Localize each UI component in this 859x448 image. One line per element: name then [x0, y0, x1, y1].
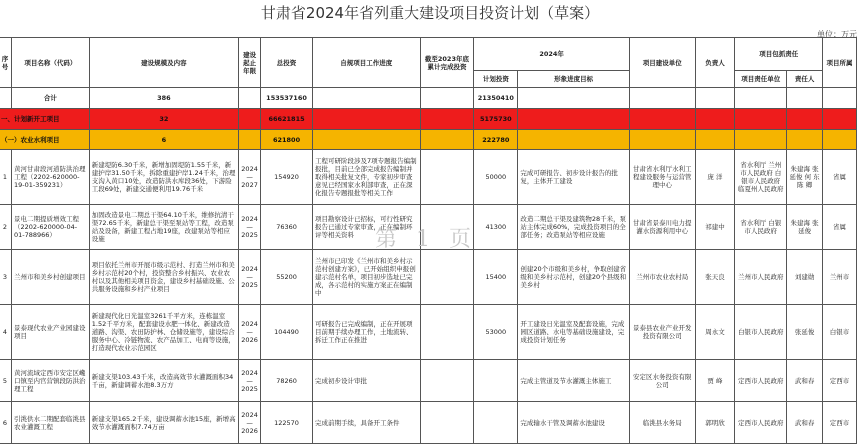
cell-progress: 工程可研阶段涉及7项专题报告编制报批，目前已全部完成报告编制并取得相关批复文件，专家初步审查意见已经国家水利部审查，正在深化报告专题报批等相关工作	[313, 150, 421, 205]
cell-name: 兰州市和美乡村创建项目	[11, 250, 89, 305]
cell-goal: 完成主管道及节水灌溉主体施工	[518, 360, 630, 402]
cell-plan	[474, 360, 518, 402]
cell-seq: 2	[0, 205, 11, 250]
cell-total: 154920	[261, 150, 313, 205]
cell-seq: 3	[0, 250, 11, 305]
cell-owner: 祁建中	[695, 205, 735, 250]
cell-name: 景电二期提质增效工程（2202-620000-04-01-788966）	[11, 205, 89, 250]
cell-total: 104490	[261, 305, 313, 360]
col-plan: 计划投资	[474, 71, 518, 88]
cell-plan: 41300	[474, 205, 518, 250]
col-years: 建设起止年限	[239, 38, 261, 88]
cell-unit: 临洮县水务局	[629, 402, 695, 444]
cell-resp-unit: 兰州市人民政府	[735, 250, 787, 305]
cell-owner: 庞 洋	[695, 150, 735, 205]
total-row	[0, 88, 857, 109]
cell-seq: 5	[0, 360, 11, 402]
cell-area: 省属	[823, 205, 857, 250]
subcategory-plan: 222780	[474, 130, 518, 150]
cell-area: 定西市	[823, 402, 857, 444]
cell-goal: 完成输水干管及调蓄水池建设	[518, 402, 630, 444]
col-scale: 建设规模及内容	[89, 38, 238, 88]
cell-area: 白银市	[823, 305, 857, 360]
col-resp: 项目包抓责任	[735, 38, 823, 71]
cell-years: 2024 — 2027	[239, 150, 261, 205]
cell-resp-person: 刘建勋	[787, 250, 823, 305]
cell-scale: 新建堤防6.30千米，新增加固堤防1.55千米，新建护岸31.50千米，拆除重建护岸1.24千米，治理支沟入黄口10处，改造防洪水库段36处，下游险工段69处，新建交通便利用19.76千米	[89, 150, 238, 205]
cell-name: 黄河甘肃段河道防洪治理工程（2202-620000-19-01-359231）	[11, 150, 89, 205]
col-progress: 自规项目工作进度	[313, 38, 421, 88]
cell-unit: 甘肃省水利厅水利工程建设服务与运营管理中心	[629, 150, 695, 205]
total-investment: 153537160	[261, 88, 313, 109]
subcategory-count: 6	[89, 130, 238, 150]
cell-area: 定西市	[823, 360, 857, 402]
cell-resp-unit: 省水利厅 白银市人民政府	[735, 205, 787, 250]
document-title: 甘肃省2024年省列重大建设项目投资计划（草案）	[260, 4, 600, 22]
unit-label: 单位：万元	[817, 30, 857, 39]
cell-progress: 完成前期手续，具备开工条件	[313, 402, 421, 444]
cell-total: 76360	[261, 205, 313, 250]
cell-resp-unit: 定西市人民政府	[735, 360, 787, 402]
total-plan: 21350410	[474, 88, 518, 109]
table-row	[0, 205, 857, 250]
cell-seq: 4	[0, 305, 11, 360]
cell-resp-person: 张延俊	[787, 305, 823, 360]
cell-seq: 1	[0, 150, 11, 205]
cell-resp-unit: 定西市人民政府	[735, 402, 787, 444]
col-resp-unit: 项目责任单位	[735, 71, 787, 88]
table-row	[0, 305, 857, 360]
col-resp-person: 责任人	[787, 71, 823, 88]
cell-years: 2024 — 2025	[239, 205, 261, 250]
table-row	[0, 150, 857, 205]
cell-unit: 景泰县农业产业开发投资有限公司	[629, 305, 695, 360]
cell-progress: 项目勘察设计已招标，可行性研究报告已通过专家审查，正在编制环评等相关资料	[313, 205, 421, 250]
project-table	[0, 37, 857, 444]
col-name: 项目名称（代码）	[11, 38, 89, 88]
page-watermark: 第 1 页	[375, 227, 477, 252]
col-owner: 负责人	[695, 38, 735, 88]
subcategory-total: 621800	[261, 130, 313, 150]
cell-owner: 周永文	[695, 305, 735, 360]
cell-years: 2024 — 2026	[239, 402, 261, 444]
cell-plan: 15400	[474, 250, 518, 305]
cell-name: 景泰现代农业产业园建设项目	[11, 305, 89, 360]
cell-progress: 可研报告已完成编制，正在开展项目前期手续办理工作，土地流转、拆迁工作正在推进	[313, 305, 421, 360]
cell-total: 122570	[261, 402, 313, 444]
cell-progress: 兰州市已印发《兰州市和美乡村示范村创建方案》，已开始组织申报创建示范村名单，项目初步选址已完成，各示范村的实施方案正在编制中	[313, 250, 421, 305]
col-seq: 序号	[0, 38, 11, 88]
cell-unit: 甘肃省景泰川电力提灌水资源利用中心	[629, 205, 695, 250]
cell-goal: 改造二期总干渠及建筑物28千米，泵站主体完成60%，完成投资项目的全部任务；改造泵站等相应设施	[518, 205, 630, 250]
cell-plan: 50000	[474, 150, 518, 205]
total-count: 386	[89, 88, 238, 109]
cell-area: 兰州市	[823, 250, 857, 305]
table-row	[0, 402, 857, 444]
category-count: 32	[89, 109, 238, 130]
cell-owner: 张天良	[695, 250, 735, 305]
total-label: 合计	[11, 88, 89, 109]
category-label: 一、计划新开工项目	[0, 109, 89, 130]
cell-resp-person: 朱建海 张延俊	[787, 205, 823, 250]
col-2024: 2024年	[474, 38, 630, 71]
cell-total: 78260	[261, 360, 313, 402]
cell-plan	[474, 402, 518, 444]
cell-scale: 新建现代化日光温室3261千平方米，连栋温室1.52千平方米，配套建设水肥一体化、新建改造道路、沟渠、农田防护林、仓储设施等，建设综合服务中心、冷链物流、农产品加工、电商等设施，打造现代农业示范园区	[89, 305, 238, 360]
cell-resp-person: 朱建海 张延俊 何 东 陈 卿	[787, 150, 823, 205]
cell-name: 黄河流域定西市安定区巉口镇至内官营镇段防洪治理工程	[11, 360, 89, 402]
cell-name: 引洮供水二期配套临洮县农业灌溉工程	[11, 402, 89, 444]
cell-resp-unit: 白银市人民政府	[735, 305, 787, 360]
header-row-1	[0, 38, 857, 71]
col-total: 总投资	[261, 38, 313, 88]
cell-years: 2024 — 2026	[239, 305, 261, 360]
cell-plan: 53000	[474, 305, 518, 360]
cell-unit: 兰州市农业农村局	[629, 250, 695, 305]
category-total: 66621815	[261, 109, 313, 130]
cell-area: 省属	[823, 150, 857, 205]
cell-resp-unit: 省水利厅 兰州市人民政府 白银市人民政府 临夏州人民政府	[735, 150, 787, 205]
cell-owner: 郭明欣	[695, 402, 735, 444]
cell-scale: 加固改造景电二期总干渠64.10千米，维修抗清干渠72.65千米，新建总干渠至泵站等工程，改造泵站及设备，新建工程占地19座，改建泵站等相应设施	[89, 205, 238, 250]
subcategory-row-agri-water	[0, 130, 857, 150]
cell-years: 2024 — 2025	[239, 360, 261, 402]
cell-unit: 安定区水务投资有限公司	[629, 360, 695, 402]
cell-resp-person: 武和春	[787, 402, 823, 444]
cell-goal: 创建20个市级和美乡村，争取创建省级和美乡村示范村，创建20个县级和美乡村	[518, 250, 630, 305]
category-row-new-projects	[0, 109, 857, 130]
cell-scale: 项目依托兰州市开展市级示范村、打造兰州市和美乡村示范村20个村，投资整合乡村振兴、农业农村以及其他相关项目资金，建设乡村基础设施、公共服务设施和乡村产业项目	[89, 250, 238, 305]
cell-scale: 新建支渠103.43千米，改造高效节水灌溉面积34千亩，新建调蓄水池8.3万方	[89, 360, 238, 402]
subcategory-label: （一）农业水利项目	[0, 130, 89, 150]
col-unit: 项目建设单位	[629, 38, 695, 88]
col-area: 项目所属	[823, 38, 857, 88]
cell-seq: 6	[0, 402, 11, 444]
table-row	[0, 250, 857, 305]
table-row	[0, 360, 857, 402]
cell-goal: 完成可研报告、初步设计报告的批复，主体开工建设	[518, 150, 630, 205]
col-goal: 形象进度目标	[518, 71, 630, 88]
cell-scale: 新建支渠165.2千米，建设调蓄水池15座，新增高效节水灌溉面积7.74万亩	[89, 402, 238, 444]
cell-goal: 开工建设日光温室及配套设施，完成园区道路、水电等基础设施建设，完成投资计划任务	[518, 305, 630, 360]
cell-progress: 完成初步设计审批	[313, 360, 421, 402]
cell-owner: 贾 峰	[695, 360, 735, 402]
col-cum: 截至2023年底累计完成投资	[420, 38, 474, 88]
cell-total: 55200	[261, 250, 313, 305]
cell-resp-person: 武和春	[787, 360, 823, 402]
category-plan: 5175730	[474, 109, 518, 130]
cell-years: 2024 — 2025	[239, 250, 261, 305]
